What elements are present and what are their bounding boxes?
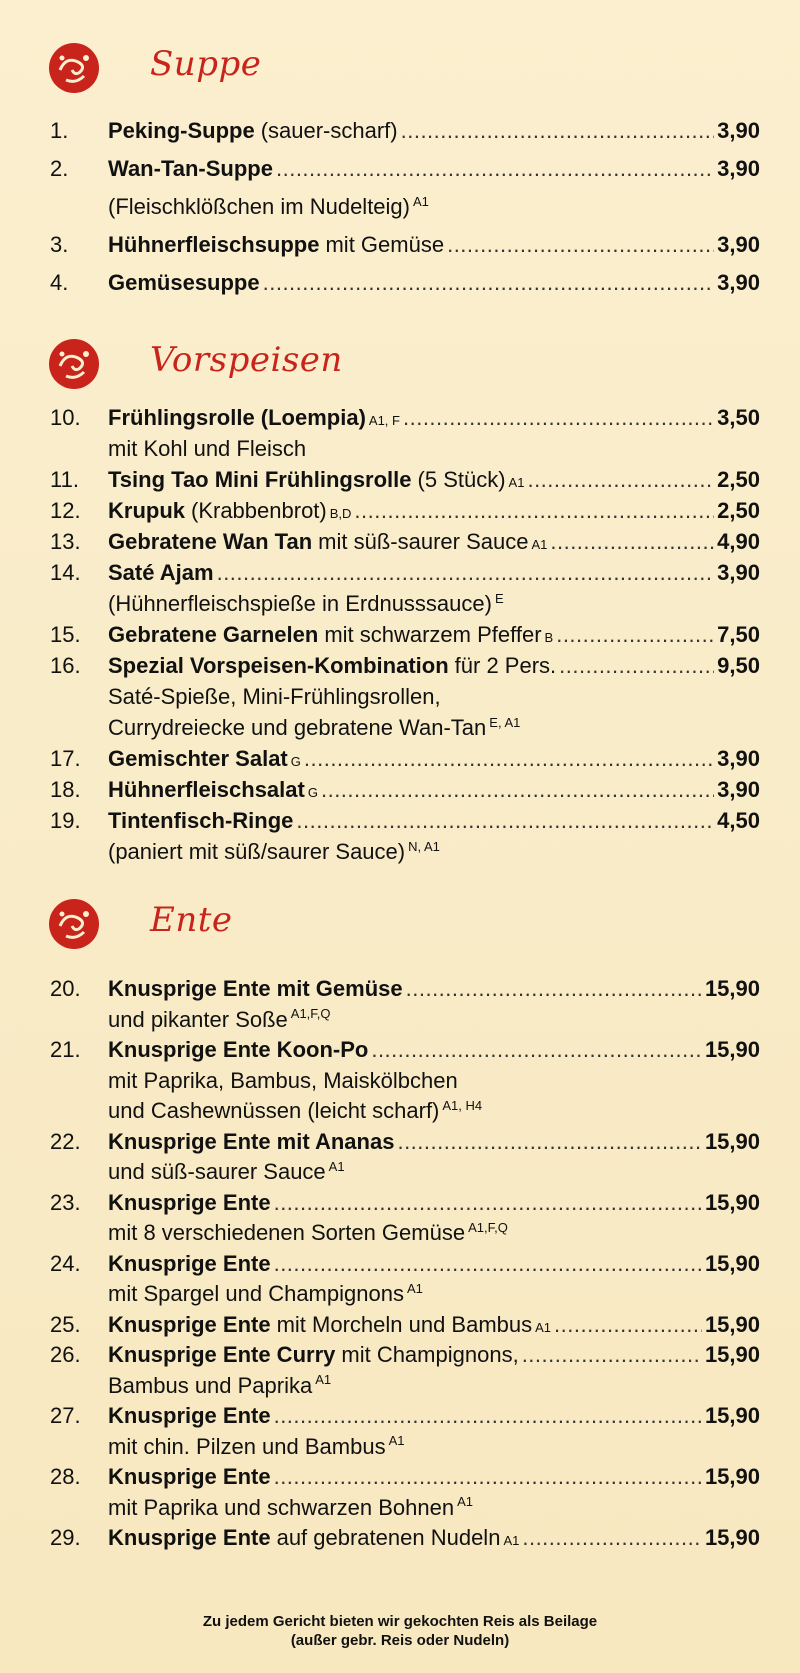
item-description: Hühnerfleischsalat G ..... 3,90 [108, 774, 760, 805]
item-description-line [108, 1066, 800, 1097]
section-title: Ente [150, 900, 233, 940]
item-description-line [108, 1371, 800, 1402]
menu-items [0, 402, 800, 867]
item-description: Gebratene Wan Tan mit süß-saurer Sauce A1 ..... 4,90 [108, 526, 760, 557]
item-name: Knusprige Ente mit Gemüse [108, 976, 403, 1001]
item-name: Spezial Vorspeisen-Kombination [108, 653, 449, 678]
item-name: Saté Ajam [108, 560, 214, 585]
item-description [108, 1249, 760, 1280]
menu-item [0, 264, 800, 302]
item-price: 15,90 [704, 1037, 760, 1062]
item-number: 3. [50, 232, 69, 257]
menu-item [0, 112, 800, 150]
item-number: 11. [50, 467, 79, 492]
item-name: Knusprige Ente Curry [108, 1342, 336, 1367]
item-description: Tsing Tao Mini Frühlingsrolle (5 Stück) A1 ..... 2,50 [108, 464, 760, 495]
footer-line-2: (außer gebr. Reis oder Nudeln) [290, 1632, 510, 1649]
item-number: 25. [50, 1311, 81, 1337]
dot-leader [406, 974, 702, 1005]
allergen-code: A1,F,Q [468, 1219, 508, 1235]
item-description [108, 805, 760, 836]
item-price: 4,50 [717, 808, 760, 833]
item-description-line [108, 1493, 800, 1524]
item-description [108, 1462, 760, 1493]
item-number: 27. [50, 1403, 81, 1428]
item-name: Gebratene Wan Tan [108, 529, 313, 554]
dot-leader [559, 650, 714, 681]
item-description [108, 974, 760, 1005]
dot-leader [354, 495, 714, 526]
allergen-code: A1 [413, 193, 429, 209]
item-description-text: (paniert mit süß/saurer Sauce) [108, 839, 406, 864]
item-name: Tintenfisch-Ringe [108, 808, 294, 833]
allergen-code: A1 [457, 1494, 473, 1510]
item-description: Frühlingsrolle (Loempia) A1, F ..... 3,50 [108, 402, 760, 433]
item-price: 15,90 [704, 1189, 760, 1215]
item-name: Knusprige Ente [108, 1525, 271, 1550]
item-number: 23. [50, 1189, 81, 1215]
item-detail: mit Gemüse [325, 232, 445, 257]
item-number: 18. [50, 777, 81, 802]
item-description-text: mit 8 verschiedenen Sorten Gemüse [108, 1220, 466, 1245]
dot-leader [274, 1188, 702, 1219]
item-number: 19. [50, 808, 81, 833]
menu-item [0, 774, 800, 805]
dot-leader [217, 557, 715, 588]
menu-item [0, 526, 800, 557]
item-description-text: Saté-Spieße, Mini-Frühlingsrollen, [108, 684, 441, 709]
dot-leader [401, 112, 715, 150]
item-name: Knusprige Ente [108, 1464, 271, 1489]
item-price: 15,90 [704, 1128, 760, 1154]
item-description-text: mit chin. Pilzen und Bambus [108, 1433, 386, 1459]
item-description [108, 150, 760, 188]
menu-item [0, 743, 800, 774]
menu-item [0, 619, 800, 650]
dot-leader [296, 805, 714, 836]
item-price: 3,90 [717, 156, 760, 181]
red-swirl-ornament-icon [46, 896, 102, 952]
menu-item [0, 495, 800, 526]
item-name: Peking-Suppe [108, 118, 255, 143]
allergen-code: N, A1 [408, 838, 440, 854]
dot-leader [522, 1340, 702, 1371]
red-swirl-ornament-icon [46, 40, 102, 96]
item-description-line [108, 836, 800, 867]
item-description-text: Currydreiecke und gebratene Wan-Tan [108, 715, 487, 740]
item-number: 16. [50, 653, 81, 678]
item-number: 4. [50, 270, 69, 295]
item-description-line [108, 1157, 800, 1188]
item-price: 15,90 [704, 1250, 760, 1276]
menu-item [0, 805, 800, 836]
item-number: 17. [50, 746, 81, 771]
item-detail: (5 Stück) [417, 467, 506, 492]
section-title: Suppe [150, 44, 262, 84]
item-price: 15,90 [704, 976, 760, 1001]
item-description: Knusprige Ente mit Morcheln und Bambus A1 ..... 15,90 [108, 1310, 760, 1341]
item-name: Knusprige Ente [108, 1311, 271, 1337]
menu-item [0, 974, 800, 1005]
item-detail: mit süß-saurer Sauce [318, 529, 529, 554]
allergen-code: A1, H4 [442, 1097, 483, 1113]
item-description [108, 1188, 760, 1219]
item-description-line [108, 712, 800, 743]
menu-items [0, 974, 800, 1554]
item-description [108, 226, 760, 264]
dot-leader [556, 619, 714, 650]
item-detail: auf gebratenen Nudeln [276, 1525, 501, 1550]
item-name: Tsing Tao Mini Frühlingsrolle [108, 467, 412, 492]
item-price: 2,50 [717, 498, 760, 523]
section-header [0, 896, 400, 956]
allergen-code: A1 [328, 1158, 345, 1174]
menu-item [0, 1249, 800, 1280]
item-detail: (Krabbenbrot) [191, 498, 327, 523]
item-price: 3,90 [717, 746, 760, 771]
item-number: 1. [50, 118, 69, 143]
item-number: 29. [50, 1525, 81, 1550]
item-name: Knusprige Ente [108, 1403, 271, 1428]
menu-item [0, 402, 800, 433]
dot-leader [527, 464, 714, 495]
menu-item [0, 150, 800, 188]
menu-item [0, 1523, 800, 1554]
item-price: 15,90 [704, 1403, 760, 1428]
item-name: Frühlingsrolle (Loempia) [108, 405, 366, 430]
allergen-code: A1 [406, 1280, 423, 1296]
red-swirl-ornament-icon [46, 336, 102, 392]
menu-item [0, 226, 800, 264]
menu-item [0, 1401, 800, 1432]
allergen-code: E, A1 [489, 714, 521, 730]
item-number: 14. [50, 560, 81, 585]
item-detail: mit Morcheln und Bambus [276, 1311, 533, 1337]
item-description-line [108, 1096, 800, 1127]
item-description-text: und pikanter Soße [108, 1006, 288, 1032]
footer-line-1: Zu jedem Gericht bieten wir gekochten Reis als Beilage [202, 1613, 598, 1630]
item-name: Knusprige Ente mit Ananas [108, 1128, 395, 1154]
menu-item [0, 650, 800, 681]
allergen-code: A1,F,Q [290, 1006, 331, 1022]
item-description-line [108, 433, 800, 464]
dot-leader [554, 1310, 702, 1341]
dot-leader [263, 264, 715, 302]
item-price: 4,90 [717, 529, 760, 554]
section-header [0, 40, 400, 100]
item-description [108, 1340, 760, 1371]
item-price: 9,50 [717, 653, 760, 678]
item-description-line [108, 1218, 800, 1249]
item-number: 15. [50, 622, 81, 647]
item-name: Krupuk [108, 498, 185, 523]
item-price: 3,90 [717, 270, 760, 295]
item-description-text: mit Paprika und schwarzen Bohnen [108, 1494, 455, 1520]
menu-item [0, 1035, 800, 1066]
item-description-text: mit Kohl und Fleisch [108, 436, 307, 461]
item-number: 12. [50, 498, 81, 523]
item-description-text: mit Spargel und Champignons [108, 1281, 404, 1306]
item-description-line [108, 681, 800, 712]
item-number: 21. [50, 1037, 81, 1062]
section-title: Vorspeisen [150, 340, 343, 380]
dot-leader [522, 1523, 702, 1554]
item-name: Hühnerfleischsalat [108, 777, 305, 802]
item-number: 10. [50, 405, 81, 430]
item-description-text: und süß-saurer Sauce [108, 1159, 326, 1184]
item-price: 3,90 [717, 560, 760, 585]
footer-note [0, 1612, 800, 1650]
item-detail: für 2 Pers. [454, 653, 557, 678]
item-name: Gebratene Garnelen [108, 622, 319, 647]
item-price: 3,50 [717, 405, 760, 430]
item-detail: (sauer-scharf) [260, 118, 398, 143]
item-name: Knusprige Ente Koon-Po [108, 1037, 369, 1062]
item-description-text: und Cashewnüssen (leicht scharf) [108, 1098, 440, 1123]
menu-item [0, 1462, 800, 1493]
item-name: Knusprige Ente [108, 1189, 271, 1215]
item-name: Knusprige Ente [108, 1250, 271, 1276]
item-description-line [108, 1279, 800, 1310]
allergen-code: E [494, 590, 504, 606]
item-price: 3,90 [717, 118, 760, 143]
item-description-line [108, 588, 800, 619]
item-price: 3,90 [717, 777, 760, 802]
item-description: Krupuk (Krabbenbrot) B,D ..... 2,50 [108, 495, 760, 526]
item-price: 15,90 [704, 1464, 760, 1489]
item-price: 15,90 [704, 1342, 760, 1367]
item-price: 15,90 [704, 1525, 760, 1550]
allergen-code: A1 [388, 1433, 405, 1449]
item-number: 2. [50, 156, 69, 181]
item-description: Gemischter Salat G ..... 3,90 [108, 743, 760, 774]
allergen-code: A1 [315, 1372, 332, 1388]
item-description-text: Bambus und Paprika [108, 1372, 313, 1398]
item-description-text: (Hühnerfleischspieße in Erdnusssauce) [108, 591, 492, 616]
item-description [108, 1035, 760, 1066]
item-description [108, 1401, 760, 1432]
item-name: Gemüsesuppe [108, 270, 260, 295]
menu-item [0, 1340, 800, 1371]
item-description-line [108, 188, 800, 226]
item-name: Hühnerfleischsuppe [108, 232, 320, 257]
item-number: 24. [50, 1250, 81, 1276]
item-description [108, 650, 760, 681]
item-price: 2,50 [717, 467, 760, 492]
item-description-line [108, 1432, 800, 1463]
dot-leader [274, 1249, 702, 1280]
item-price: 7,50 [717, 622, 760, 647]
item-name: Gemischter Salat [108, 746, 288, 771]
item-number: 28. [50, 1464, 81, 1489]
item-number: 20. [50, 976, 81, 1001]
dot-leader [321, 774, 714, 805]
item-number: 13. [50, 529, 81, 554]
dot-leader [274, 1401, 702, 1432]
dot-leader [550, 526, 714, 557]
item-description-line [108, 1005, 800, 1036]
menu-item [0, 557, 800, 588]
dot-leader [371, 1035, 702, 1066]
dot-leader [447, 226, 714, 264]
item-price: 15,90 [704, 1311, 760, 1337]
dot-leader [304, 743, 714, 774]
dot-leader [274, 1462, 702, 1493]
item-description [108, 1127, 760, 1158]
item-description: Knusprige Ente auf gebratenen Nudeln A1 ..... 15,90 [108, 1523, 760, 1554]
menu-item [0, 464, 800, 495]
item-description [108, 112, 760, 150]
item-description-text: mit Paprika, Bambus, Maiskölbchen [108, 1067, 458, 1093]
item-description: Gebratene Garnelen mit schwarzem Pfeffer B ..... 7,50 [108, 619, 760, 650]
menu-item [0, 1127, 800, 1158]
menu-items [0, 112, 800, 302]
dot-leader [397, 1127, 701, 1158]
item-number: 26. [50, 1342, 81, 1367]
menu-item [0, 1188, 800, 1219]
item-description [108, 557, 760, 588]
item-name: Wan-Tan-Suppe [108, 156, 273, 181]
item-price: 3,90 [717, 232, 760, 257]
dot-leader [276, 150, 714, 188]
dot-leader [403, 402, 714, 433]
item-detail: mit schwarzem Pfeffer [324, 622, 542, 647]
item-description-text: (Fleischklößchen im Nudelteig) [108, 194, 410, 219]
menu-item [0, 1310, 800, 1341]
section-header [0, 336, 400, 396]
item-number: 22. [50, 1128, 81, 1154]
item-description [108, 264, 760, 302]
item-detail: mit Champignons, [341, 1342, 519, 1367]
